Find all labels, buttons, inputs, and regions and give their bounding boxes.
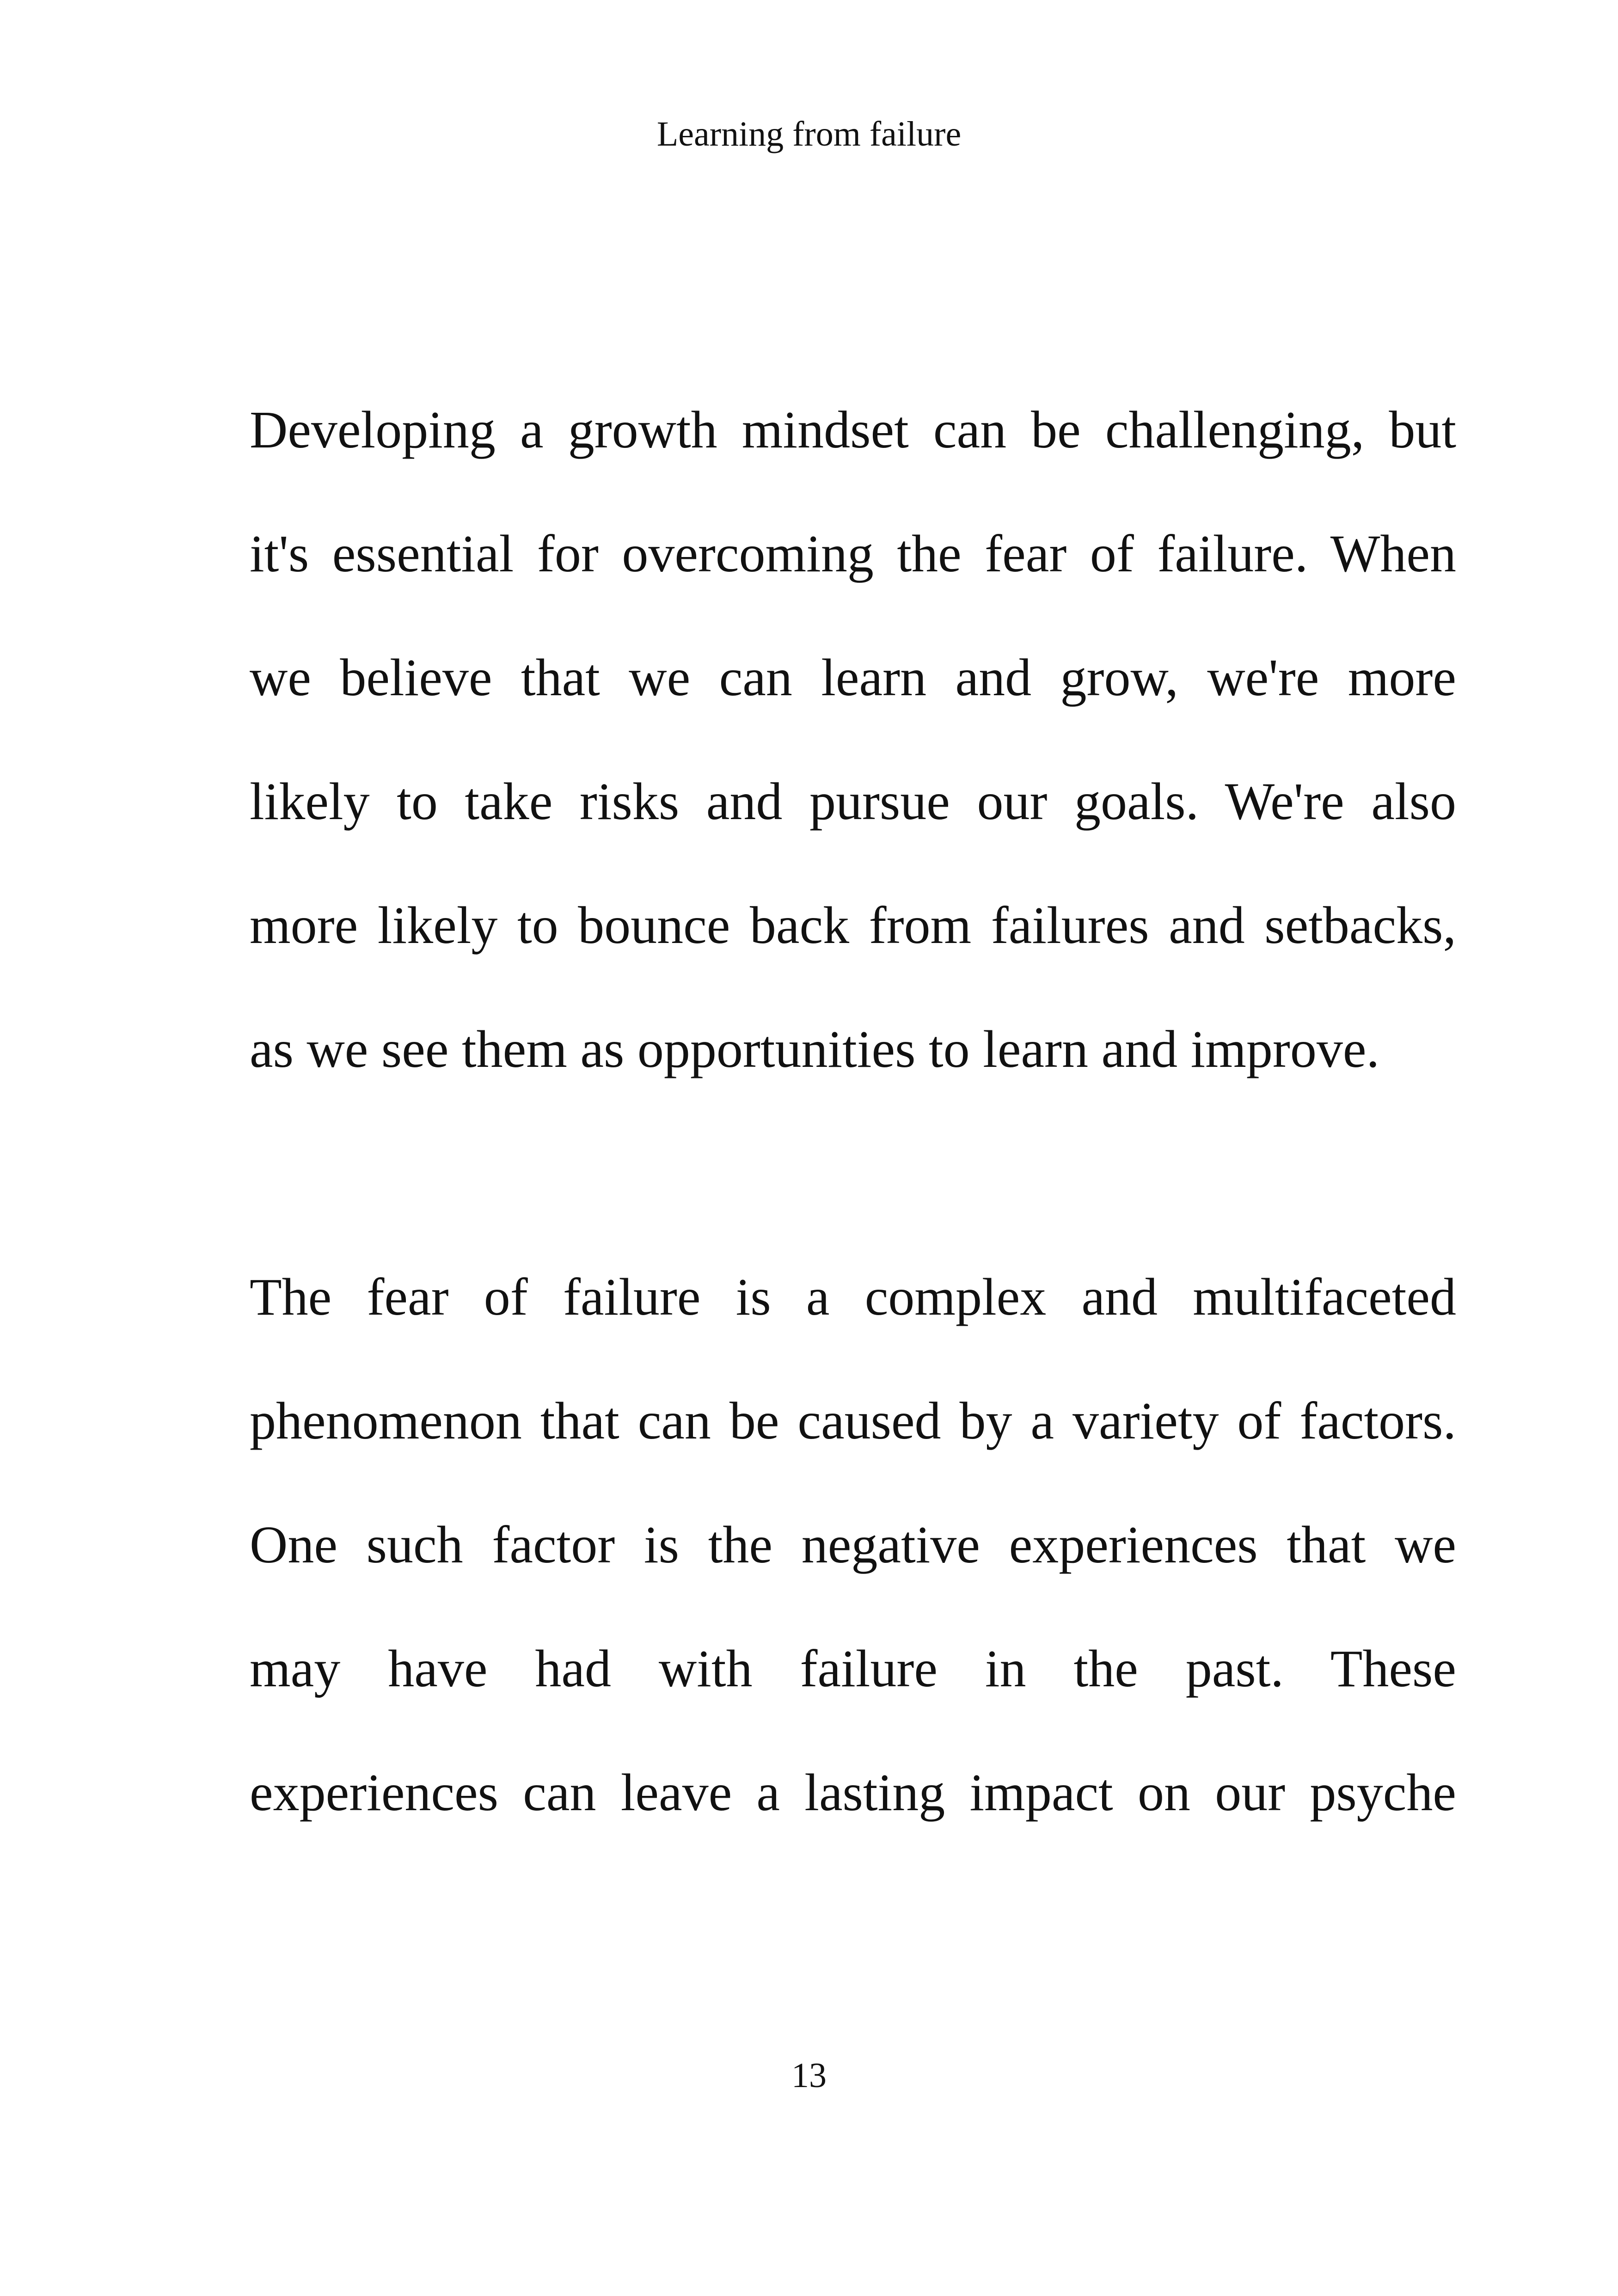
text-line: phenomenon that can be caused by a variety of factors. bbox=[250, 1391, 1456, 1450]
text-line: it's essential for overcoming the fear of failure. When bbox=[250, 524, 1456, 583]
body-text bbox=[250, 384, 1456, 1870]
text-line: Developing a growth mindset can be challenging, but bbox=[250, 400, 1456, 459]
text-line: likely to take risks and pursue our goals. We're also bbox=[250, 772, 1456, 831]
paragraph bbox=[250, 1251, 1456, 1870]
text-line: may have had with failure in the past. These bbox=[250, 1639, 1456, 1698]
text-line: One such factor is the negative experiences that we bbox=[250, 1515, 1456, 1574]
paragraph-gap bbox=[250, 1127, 1456, 1251]
text-line: experiences can leave a lasting impact on our psyche bbox=[250, 1763, 1456, 1822]
page-number: 13 bbox=[791, 2056, 827, 2095]
running-header: Learning from failure bbox=[656, 115, 962, 153]
text-line: as we see them as opportunities to learn and improve. bbox=[250, 1020, 1379, 1078]
paragraph bbox=[250, 384, 1456, 1127]
text-line: The fear of failure is a complex and multifaceted bbox=[250, 1267, 1456, 1326]
text-line: more likely to bounce back from failures and setbacks, bbox=[250, 896, 1456, 955]
text-line: we believe that we can learn and grow, we're more bbox=[250, 648, 1456, 707]
